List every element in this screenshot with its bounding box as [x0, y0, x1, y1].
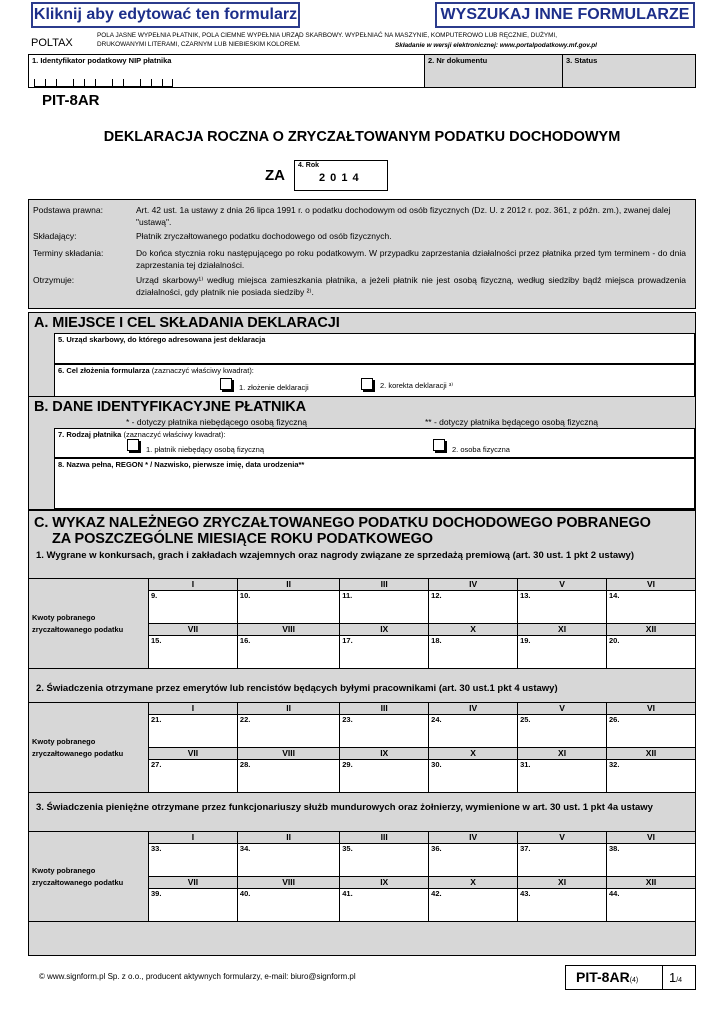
group-3-row-label: Kwoty pobranego zryczałtowanego podatku — [32, 865, 124, 887]
amount-field[interactable]: 14. — [607, 591, 696, 624]
physical-person-option-label: 2. osoba fizyczna — [452, 445, 510, 454]
group-2-table — [28, 702, 696, 793]
amount-field[interactable]: 38. — [607, 844, 696, 877]
year-label: 4. Rok — [298, 162, 320, 169]
footer-version: (4) — [629, 977, 639, 984]
year-za-label: ZA — [265, 167, 285, 184]
payer-name-field[interactable] — [54, 458, 695, 509]
poltax-label: POLTAX — [31, 37, 73, 49]
month-header: IX — [340, 748, 429, 760]
instructions-line-1: POLA JASNE WYPEŁNIA PŁATNIK, POLA CIEMNE WYPEŁNIA URZĄD SKARBOWY. WYPEŁNIAĆ NA MASZYNIE, KOMPUTEROWO LUB RĘCZNIE, DUŻYMI, — [97, 32, 557, 39]
month-header: I — [149, 832, 238, 844]
amount-field[interactable]: 17. — [340, 636, 429, 669]
amount-field[interactable]: 12. — [429, 591, 518, 624]
month-header: VIII — [237, 624, 339, 636]
amount-field[interactable]: 27. — [149, 760, 238, 793]
amount-field[interactable]: 29. — [340, 760, 429, 793]
status-label: 3. Status — [566, 56, 598, 65]
amount-field[interactable]: 42. — [429, 889, 518, 922]
section-a — [28, 312, 696, 400]
payer-type-hint: (zaznaczyć właściwy kwadrat): — [121, 430, 226, 439]
month-header: XII — [607, 877, 696, 889]
group-3-table — [28, 831, 696, 922]
month-header: III — [340, 703, 429, 715]
month-header: III — [340, 579, 429, 591]
month-header: VI — [607, 832, 696, 844]
note-non-physical: * - dotyczy płatnika niebędącego osobą fizyczną — [126, 417, 307, 427]
month-header: X — [429, 624, 518, 636]
year-value: 2 0 1 4 — [319, 172, 360, 184]
form-title: DEKLARACJA ROCZNA O ZRYCZAŁTOWANYM PODATKU DOCHODOWYM — [103, 129, 621, 145]
amount-field[interactable]: 43. — [518, 889, 607, 922]
amount-field[interactable]: 26. — [607, 715, 696, 748]
amount-field[interactable]: 19. — [518, 636, 607, 669]
footer-copyright: © www.signform.pl Sp. z o.o., producent aktywnych formularzy, e-mail: biuro@signform.pl — [39, 972, 356, 981]
month-header: IV — [429, 703, 518, 715]
declaration-option-label: 1. złożenie deklaracji — [239, 383, 309, 392]
month-header: IX — [340, 877, 429, 889]
month-header: I — [149, 579, 238, 591]
amount-field[interactable]: 41. — [340, 889, 429, 922]
month-header: VI — [607, 703, 696, 715]
doc-number-label: 2. Nr dokumentu — [428, 56, 488, 65]
footer-page-number: 1 — [669, 970, 677, 985]
correction-option-label: 2. korekta deklaracji ³⁾ — [380, 381, 454, 390]
section-c-title-line1: C. WYKAZ NALEŻNEGO ZRYCZAŁTOWANEGO PODATKU DOCHODOWEGO POBRANEGO — [34, 515, 651, 531]
info-block — [28, 199, 696, 309]
section-b-title: B. DANE IDENTYFIKACYJNE PŁATNIKA — [34, 399, 307, 415]
footer-page-total: /4 — [676, 977, 683, 984]
non-physical-checkbox[interactable] — [127, 439, 139, 451]
month-header: XI — [518, 877, 607, 889]
payer-type-field — [54, 428, 695, 458]
footer-page-cell — [663, 966, 695, 989]
section-a-title: A. MIEJSCE I CEL SKŁADANIA DEKLARACJI — [34, 315, 340, 331]
amount-field[interactable]: 33. — [149, 844, 238, 877]
month-header: IV — [429, 832, 518, 844]
month-header: II — [237, 579, 339, 591]
group-1-table — [28, 578, 696, 669]
amount-field[interactable]: 16. — [237, 636, 339, 669]
month-header: XI — [518, 748, 607, 760]
month-header: VIII — [237, 748, 339, 760]
nip-digit-boxes — [34, 79, 173, 87]
info-label-submitter: Składający: — [33, 231, 77, 241]
section-c-title-line2: ZA POSZCZEGÓLNE MIESIĄCE ROKU PODATKOWEGO — [52, 531, 433, 547]
amount-field[interactable]: 44. — [607, 889, 696, 922]
info-text-submitter: Płatnik zryczałtowanego podatku dochodowego od osób fizycznych. — [136, 231, 392, 241]
month-header: VII — [149, 748, 238, 760]
section-b — [28, 396, 696, 510]
info-text-legal: Art. 42 ust. 1a ustawy z dnia 26 lipca 1991 r. o podatku dochodowym od osób fizycznych (Dz. U. z 2012 r. poz. 361, z późn. zm.), zwanej dalej "ustawą". — [136, 205, 671, 227]
info-label-legal: Podstawa prawna: — [33, 205, 103, 215]
group-1-row-label: Kwoty pobranego zryczałtowanego podatku — [32, 612, 124, 634]
amount-field[interactable]: 36. — [429, 844, 518, 877]
amount-field[interactable]: 18. — [429, 636, 518, 669]
month-header: I — [149, 703, 238, 715]
month-header: III — [340, 832, 429, 844]
amount-field[interactable]: 21. — [149, 715, 238, 748]
month-header: VII — [149, 877, 238, 889]
month-header: IX — [340, 624, 429, 636]
group-3-title: 3. Świadczenia pieniężne otrzymane przez funkcjonariuszy służb mundurowych oraz żołnierzy, wymienione w art. 30 ust. 1 pkt 4a ustawy — [36, 802, 653, 813]
amount-field[interactable]: 9. — [149, 591, 238, 624]
footer-form-code: PIT-8AR — [576, 969, 630, 985]
month-header: IV — [429, 579, 518, 591]
month-header: II — [237, 703, 339, 715]
correction-checkbox[interactable] — [361, 378, 373, 390]
amount-field[interactable]: 35. — [340, 844, 429, 877]
amount-field[interactable]: 23. — [340, 715, 429, 748]
month-header: XII — [607, 624, 696, 636]
physical-person-checkbox[interactable] — [433, 439, 445, 451]
amount-field[interactable]: 25. — [518, 715, 607, 748]
group-2-row-label: Kwoty pobranego zryczałtowanego podatku — [32, 736, 124, 758]
amount-field[interactable]: 10. — [237, 591, 339, 624]
info-text-recipient: Urząd skarbowy¹⁾ według miejsca zamieszkania płatnika, a jeżeli płatnik nie jest osobą fizyczną, według siedziby bądź miejsca prowadzenia działalności, gdy płatnik nie posiada siedziby ²⁾. — [136, 275, 686, 297]
month-header: XI — [518, 624, 607, 636]
amount-field[interactable]: 37. — [518, 844, 607, 877]
instructions-line-2: DRUKOWANYMI LITERAMI, CZARNYM LUB NIEBIESKIM KOLOREM. — [97, 41, 301, 48]
month-header: V — [518, 832, 607, 844]
month-header: X — [429, 748, 518, 760]
purpose-field — [54, 364, 695, 399]
amount-field[interactable]: 31. — [518, 760, 607, 793]
group-1-title: 1. Wygrane w konkursach, grach i zakładach wzajemnych oraz nagrody związane ze sprzedażą premiową (art. 30 ust. 1 pkt 2 ustawy) — [36, 550, 634, 561]
year-field[interactable] — [294, 160, 388, 191]
info-text-deadline: Do końca stycznia roku następującego po roku podatkowym. W przypadku zaprzestania działalności przez płatnika przed tym terminem - do dnia zaprzestania tej działalności. — [136, 248, 686, 270]
amount-field[interactable]: 20. — [607, 636, 696, 669]
electronic-filing-note: Składanie w wersji elektronicznej: www.portalpodatkowy.mf.gov.pl — [395, 42, 597, 49]
doc-number-field — [425, 55, 563, 87]
search-forms-button[interactable]: WYSZUKAJ INNE FORMULARZE — [435, 2, 695, 28]
amount-field[interactable]: 15. — [149, 636, 238, 669]
month-header: VIII — [237, 877, 339, 889]
amount-field[interactable]: 34. — [237, 844, 339, 877]
amount-field[interactable]: 13. — [518, 591, 607, 624]
amount-field[interactable]: 24. — [429, 715, 518, 748]
purpose-label: 6. Cel złożenia formularza — [58, 366, 150, 375]
edit-form-button[interactable]: Kliknij aby edytować ten formularz — [31, 2, 300, 28]
amount-field[interactable]: 11. — [340, 591, 429, 624]
info-label-recipient: Otrzymuje: — [33, 275, 75, 285]
tax-office-label: 5. Urząd skarbowy, do którego adresowana jest deklaracja — [58, 335, 266, 344]
payer-type-label: 7. Rodzaj płatnika — [58, 430, 122, 439]
footer-form-box — [565, 965, 696, 990]
footer-form-code-cell — [566, 966, 663, 989]
info-label-deadline: Terminy składania: — [33, 248, 104, 258]
nip-label: 1. Identyfikator podatkowy NIP płatnika — [32, 56, 172, 65]
non-physical-option-label: 1. płatnik niebędący osobą fizyczną — [146, 445, 264, 454]
month-header: VI — [607, 579, 696, 591]
month-header: V — [518, 703, 607, 715]
amount-field[interactable]: 22. — [237, 715, 339, 748]
amount-field[interactable]: 32. — [607, 760, 696, 793]
amount-field[interactable]: 28. — [237, 760, 339, 793]
status-field — [563, 55, 695, 87]
declaration-checkbox[interactable] — [220, 378, 232, 390]
month-header: VII — [149, 624, 238, 636]
month-header: X — [429, 877, 518, 889]
purpose-hint: (zaznaczyć właściwy kwadrat): — [149, 366, 254, 375]
month-header: XII — [607, 748, 696, 760]
amount-field[interactable]: 39. — [149, 889, 238, 922]
form-code: PIT-8AR — [42, 92, 100, 109]
amount-field[interactable]: 30. — [429, 760, 518, 793]
group-2-title: 2. Świadczenia otrzymane przez emerytów lub rencistów będących byłymi pracownikami (art. 30 ust.1 pkt 4 ustawy) — [36, 683, 558, 694]
amount-field[interactable]: 40. — [237, 889, 339, 922]
payer-name-label: 8. Nazwa pełna, REGON * / Nazwisko, pierwsze imię, data urodzenia** — [58, 460, 305, 469]
tax-office-field[interactable] — [54, 333, 695, 364]
month-header: II — [237, 832, 339, 844]
note-physical: ** - dotyczy płatnika będącego osobą fizyczną — [425, 417, 598, 427]
month-header: V — [518, 579, 607, 591]
